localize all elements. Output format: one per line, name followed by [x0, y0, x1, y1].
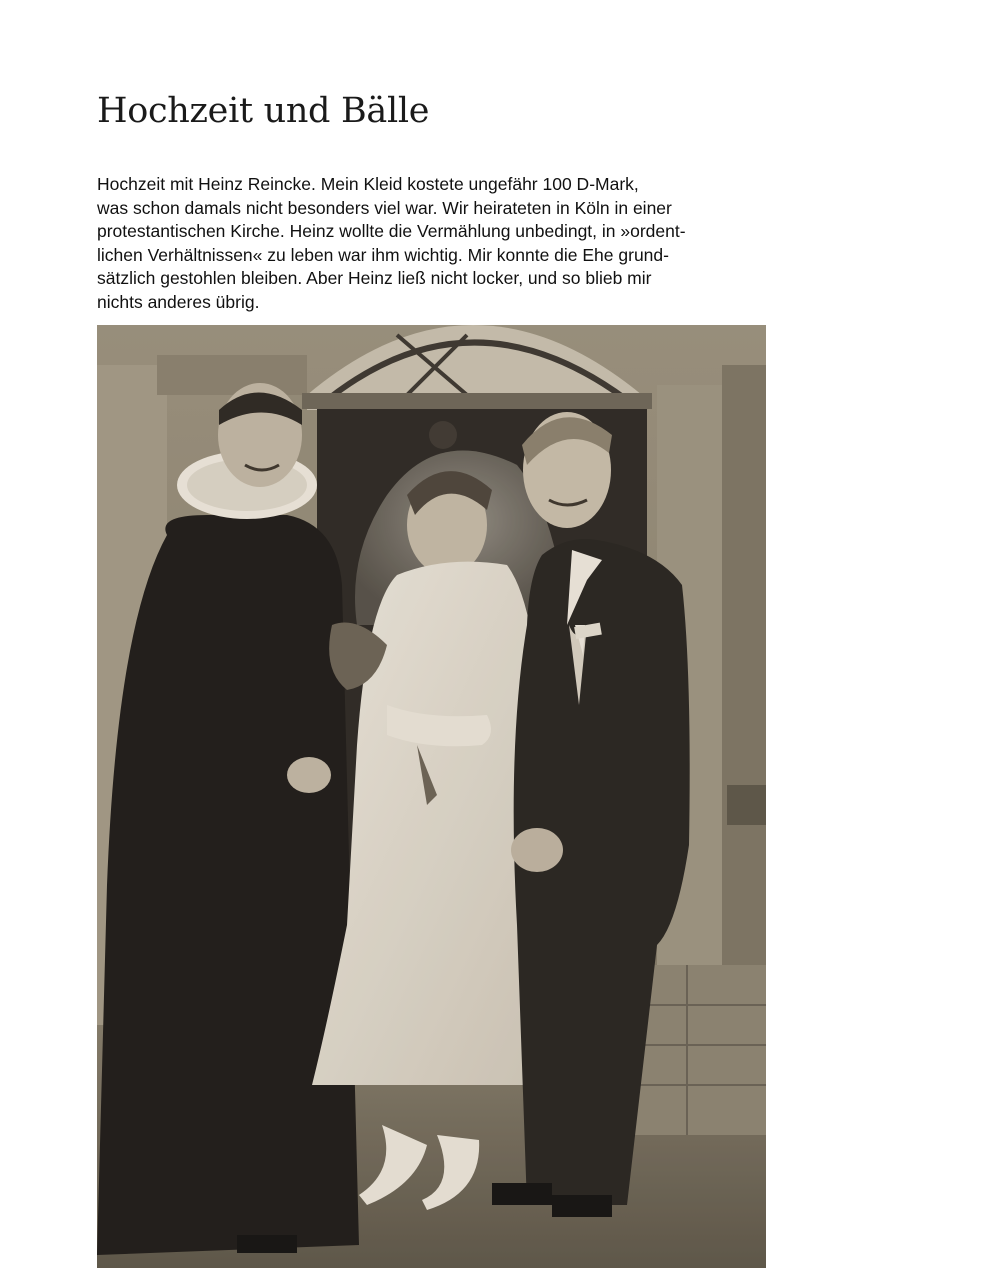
wedding-photo-illustration: [97, 325, 766, 1268]
paragraph-line: Hochzeit mit Heinz Reincke. Mein Kleid kostete ungefähr 100 D-Mark,: [97, 174, 639, 194]
page-title: Hochzeit und Bälle: [97, 91, 430, 131]
paragraph-line: nichts anderes übrig.: [97, 291, 260, 312]
paragraph-line: sätzlich gestohlen bleiben. Aber Heinz ließ nicht locker, und so blieb mir: [97, 268, 652, 288]
wedding-photo: [97, 325, 766, 1268]
paragraph-line: lichen Verhältnissen« zu leben war ihm wichtig. Mir konnte die Ehe grund-: [97, 244, 669, 265]
body-paragraph: [97, 173, 757, 314]
paragraph-line: protestantischen Kirche. Heinz wollte die Vermählung unbedingt, in »ordent-: [97, 221, 686, 241]
paragraph-line: was schon damals nicht besonders viel war. Wir heirateten in Köln in einer: [97, 197, 672, 218]
